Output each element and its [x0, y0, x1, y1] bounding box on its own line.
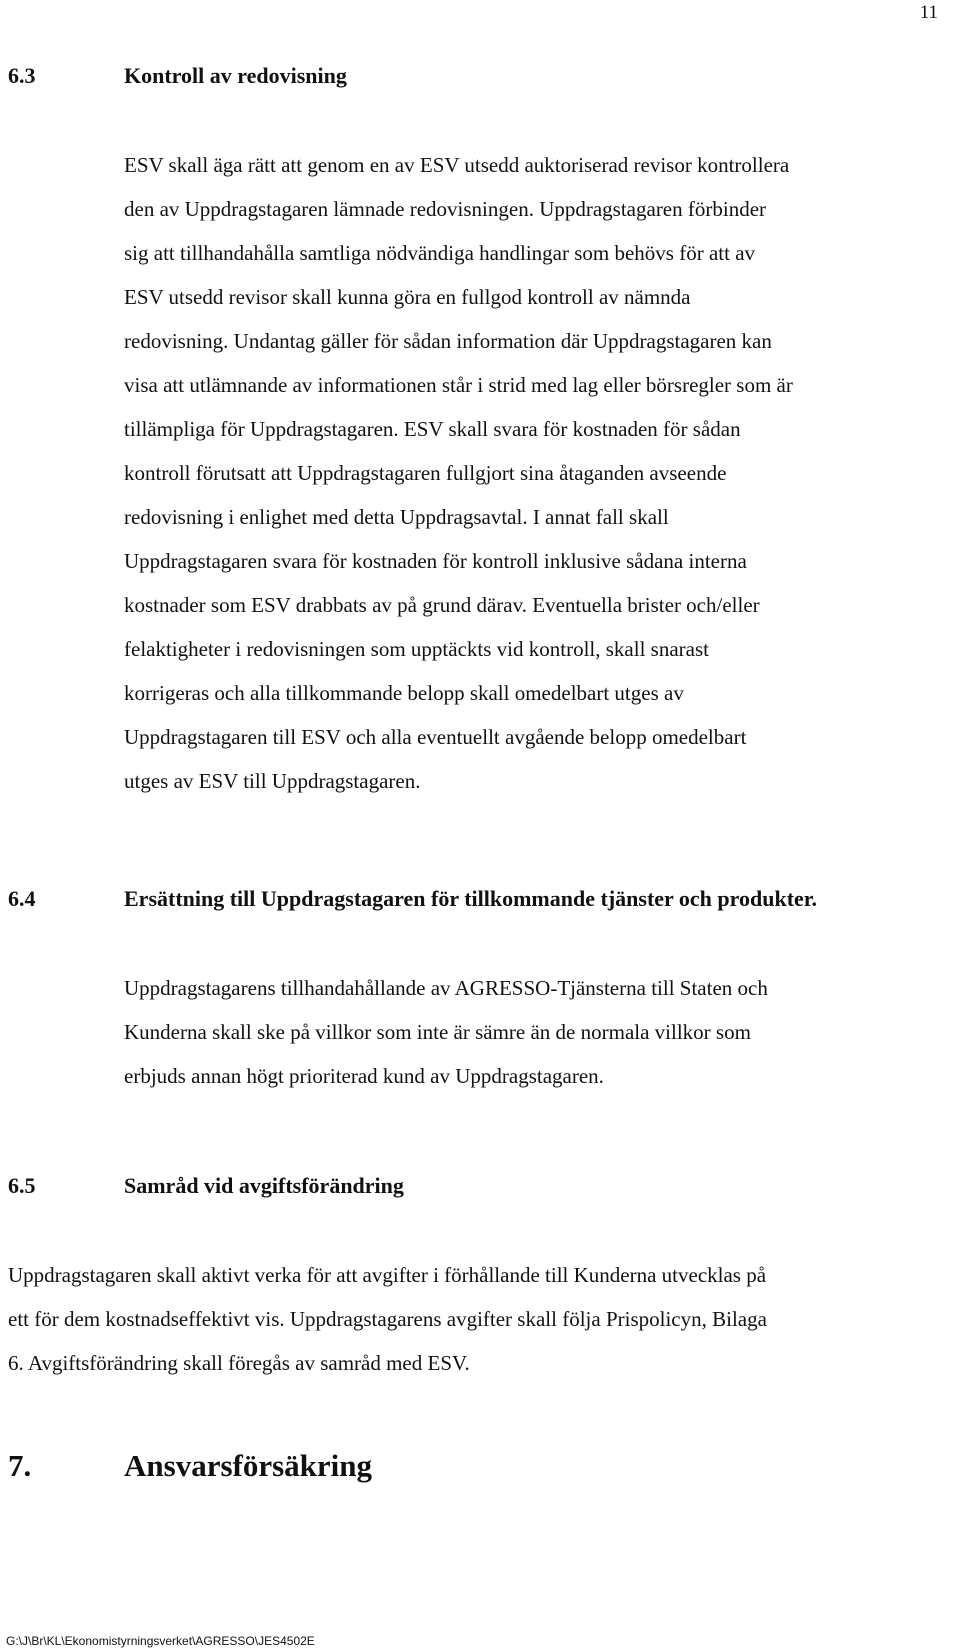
paragraph-line: ESV skall äga rätt att genom en av ESV utsedd auktoriserad revisor kontrollera — [124, 153, 790, 177]
paragraph-line: redovisning i enlighet med detta Uppdragsavtal. I annat fall skall — [124, 505, 669, 529]
section-6-4-number: 6.4 — [8, 886, 36, 911]
paragraph-line: visa att utlämnande av informationen står i strid med lag eller börsregler som är — [124, 373, 793, 397]
paragraph-line: felaktigheter i redovisningen som upptäckts vid kontroll, skall snarast — [124, 637, 709, 661]
paragraph-line: Uppdragstagarens tillhandahållande av AGRESSO-Tjänsterna till Staten och — [124, 976, 768, 1000]
section-6-3-title: Kontroll av redovisning — [124, 63, 347, 88]
paragraph-line: redovisning. Undantag gäller för sådan information där Uppdragstagaren kan — [124, 329, 772, 353]
footer-file-path: G:\J\Br\KL\Ekonomistyrningsverket\AGRESSO\JES4502E — [6, 1634, 315, 1648]
chapter-7-title: Ansvarsförsäkring — [124, 1448, 373, 1483]
paragraph-line: Uppdragstagaren svara för kostnaden för kontroll inklusive sådana interna — [124, 549, 747, 573]
page-number: 11 — [919, 2, 938, 23]
paragraph-line: sig att tillhandahålla samtliga nödvändiga handlingar som behövs för att av — [124, 241, 756, 265]
paragraph-line: kontroll förutsatt att Uppdragstagaren fullgjort sina åtaganden avseende — [124, 461, 727, 485]
paragraph-line: Uppdragstagaren till ESV och alla eventuellt avgående belopp omedelbart — [124, 725, 747, 749]
paragraph-line: kostnader som ESV drabbats av på grund därav. Eventuella brister och/eller — [124, 593, 760, 617]
section-6-3-paragraph — [124, 143, 924, 803]
paragraph-line: utges av ESV till Uppdragstagaren. — [124, 769, 421, 793]
section-6-5-number: 6.5 — [8, 1173, 36, 1198]
paragraph-line: erbjuds annan högt prioriterad kund av Uppdragstagaren. — [124, 1064, 604, 1088]
section-6-3-number: 6.3 — [8, 63, 36, 88]
paragraph-line: ESV utsedd revisor skall kunna göra en fullgod kontroll av nämnda — [124, 285, 691, 309]
section-6-5-paragraph — [8, 1253, 938, 1385]
paragraph-line: Uppdragstagaren skall aktivt verka för att avgifter i förhållande till Kunderna utvecklas på — [8, 1263, 767, 1287]
section-6-4-paragraph — [124, 966, 924, 1098]
paragraph-line: den av Uppdragstagaren lämnade redovisningen. Uppdragstagaren förbinder — [124, 197, 767, 221]
paragraph-line: Kunderna skall ske på villkor som inte är sämre än de normala villkor som — [124, 1020, 751, 1044]
section-6-5-title: Samråd vid avgiftsförändring — [124, 1173, 404, 1198]
chapter-7-number: 7. — [8, 1448, 32, 1483]
paragraph-line: korrigeras och alla tillkommande belopp skall omedelbart utges av — [124, 681, 684, 705]
section-6-4-title: Ersättning till Uppdragstagaren för tillkommande tjänster och produkter. — [124, 886, 818, 911]
paragraph-line: tillämpliga för Uppdragstagaren. ESV skall svara för kostnaden för sådan — [124, 417, 741, 441]
paragraph-line: 6. Avgiftsförändring skall föregås av samråd med ESV. — [8, 1351, 470, 1375]
paragraph-line: ett för dem kostnadseffektivt vis. Uppdragstagarens avgifter skall följa Prispolicyn, Bilaga — [8, 1307, 767, 1331]
